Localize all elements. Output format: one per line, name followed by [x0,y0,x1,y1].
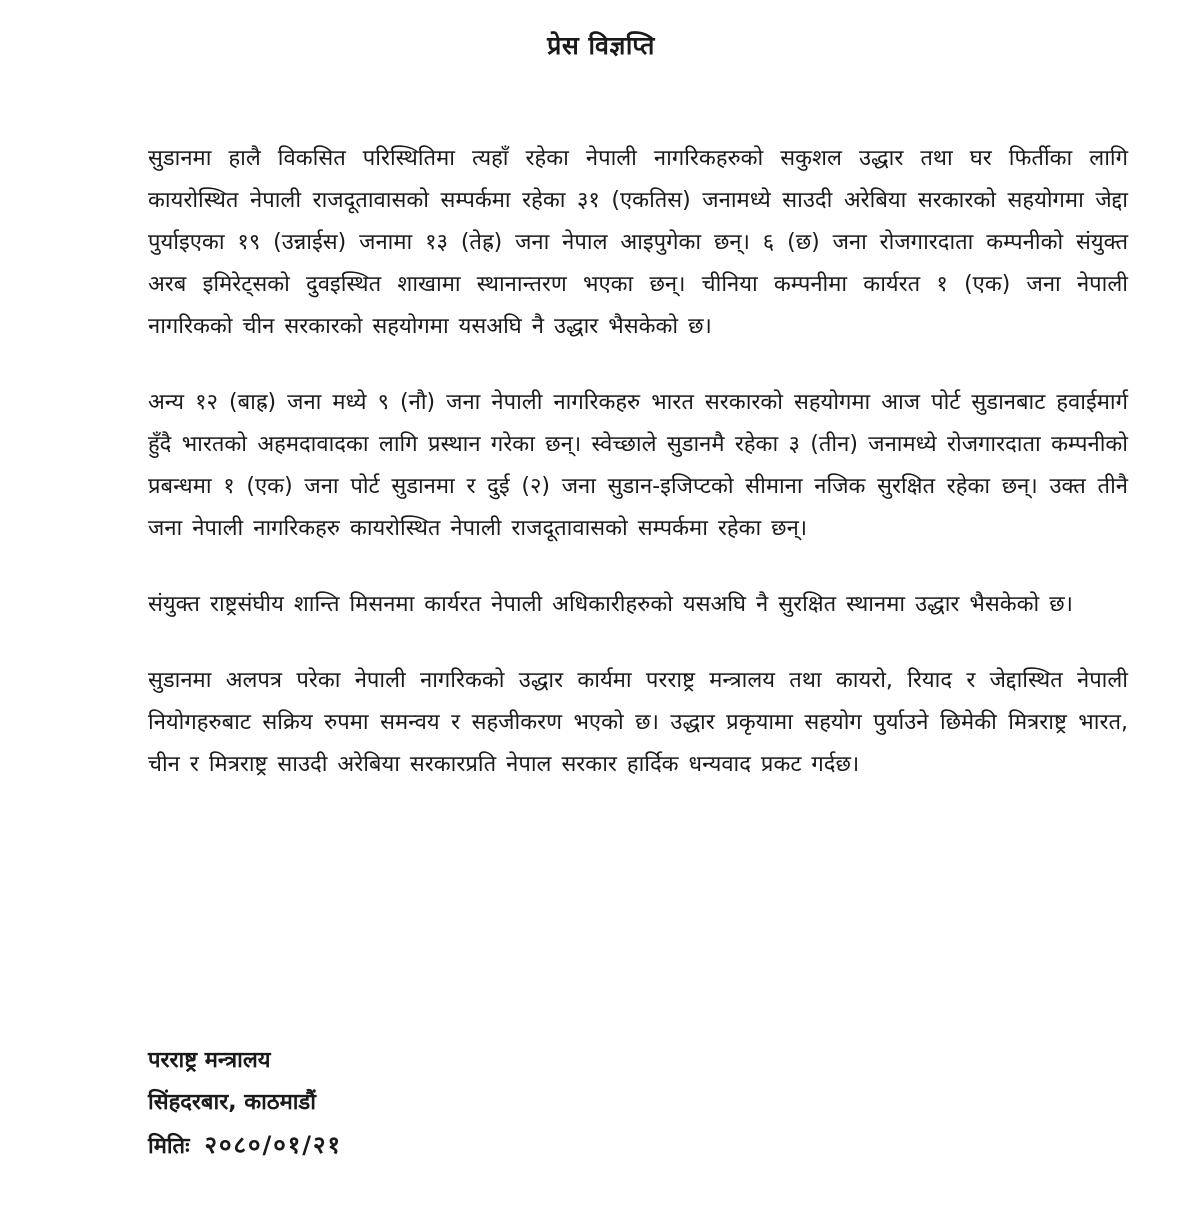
date-value: २०८०/०१/२१ [204,1131,342,1159]
paragraph-2: अन्य १२ (बाह्र) जना मध्ये ९ (नौ) जना नेपाली नागरिकहरु भारत सरकारको सहयोगमा आज पोर्ट सुडानबाट हवाईमार्ग हुँदै भारतको अहमदावादका लागि प्रस्थान गरेका छन्। स्वेच्छाले सुडानमै रहेका ३ (तीन) जनामध्ये रोजगारदाता कम्पनीको प्रबन्धमा १ (एक) जना पोर्ट सुडानमा र दुई (२) जना सुडान-इजिप्टको सीमाना नजिक सुरक्षित रहेका छन्। उक्त तीनै जना नेपाली नागरिकहरु कायरोस्थित नेपाली राजदूतावासको सम्पर्कमा रहेका छन्। [148,390,1128,541]
paragraph-3: संयुक्त राष्ट्रसंघीय शान्ति मिसनमा कार्यरत नेपाली अधिकारीहरुको यसअघि नै सुरक्षित स्थानमा उद्धार भैसकेको छ। [148,592,1073,617]
signature-location: सिंहदरबार, काठमाडौं [148,1090,316,1115]
signature-block [148,1040,748,1168]
paragraph-1: सुडानमा हालै विकसित परिस्थितिमा त्यहाँ रहेका नेपाली नागरिकहरुको सकुशल उद्धार तथा घर फिर्तीका लागि कायरोस्थित नेपाली राजदूतावासको सम्पर्कमा रहेका ३१ (एकतिस) जनामध्ये साउदी अरेबिया सरकारको सहयोगमा जेद्दा पुर्याइएका १९ (उन्नाईस) जनामा १३ (तेह्र) जना नेपाल आइपुगेका छन्। ६ (छ) जना रोजगारदाता कम्पनीको संयुक्त अरब इमिरेट्सको दुवइस्थित शाखामा स्थानान्तरण भएका छन्। चीनिया कम्पनीमा कार्यरत १ (एक) जना नेपाली नागरिकको चीन सरकारको सहयोगमा यसअघि नै उद्धार भैसकेको छ। [148,146,1128,339]
paragraph-4: सुडानमा अलपत्र परेका नेपाली नागरिकको उद्धार कार्यमा परराष्ट्र मन्त्रालय तथा कायरो, रियाद र जेद्दास्थित नेपाली नियोगहरुबाट सक्रिय रुपमा समन्वय र सहजीकरण भएको छ। उद्धार प्रकृयामा सहयोग पुर्याउने छिमेकी मित्रराष्ट्र भारत, चीन र मित्रराष्ट्र साउदी अरेबिया सरकारप्रति नेपाल सरकार हार्दिक धन्यवाद प्रकट गर्दछ। [148,668,1128,777]
signature-office: परराष्ट्र मन्त्रालय [148,1048,271,1073]
signature-date [148,1124,748,1168]
date-label: मितिः [148,1134,190,1159]
document-body [148,138,1128,820]
document-title: प्रेस विज्ञप्ति [547,31,655,60]
